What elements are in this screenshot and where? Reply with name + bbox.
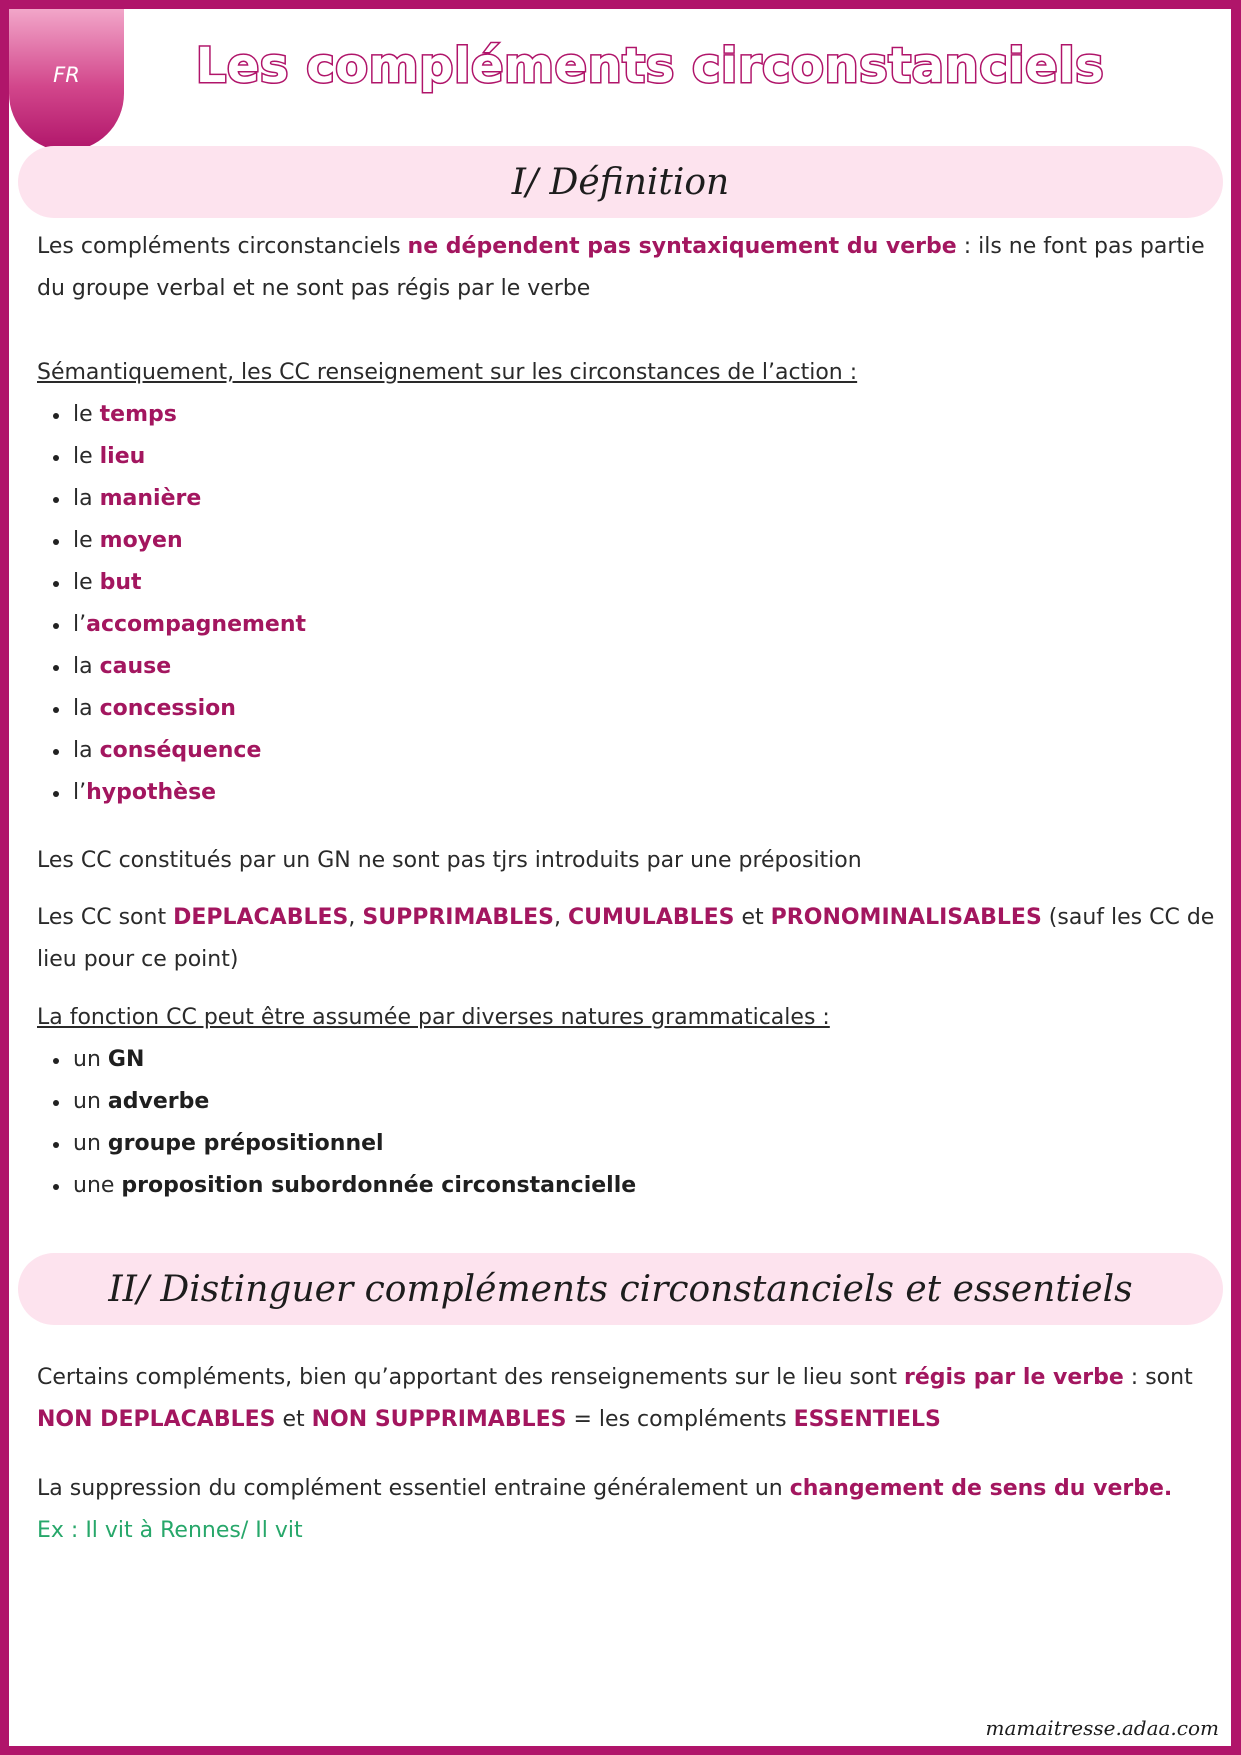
text-span: : ils ne font pas partie du groupe verbal et ne sont pas régis par le verbe — [37, 234, 1205, 301]
highlight-text: régis par le verbe — [903, 1365, 1124, 1390]
footer-website: mamaitresse.adaa.com — [985, 1716, 1219, 1740]
list-item — [73, 1081, 1227, 1123]
list-item-prefix: l’ — [73, 780, 87, 805]
list-item-term: accompagnement — [86, 612, 307, 637]
text-span: (sauf les CC de lieu pour ce point) — [37, 905, 1215, 972]
function-list-block — [37, 1039, 1227, 1207]
list-item-term: hypothèse — [86, 780, 217, 805]
text-span: Certains compléments, bien qu’apportant des renseignements sur le lieu sont — [37, 1365, 904, 1390]
list-item-prefix: un — [73, 1047, 108, 1072]
text-span: , — [554, 905, 569, 930]
section-heading-distinguish: II/ Distinguer compléments circonstanciels et essentiels — [18, 1253, 1223, 1325]
text-span: La suppression du complément essentiel entraine généralement un — [37, 1476, 790, 1501]
list-item-prefix: un — [73, 1089, 108, 1114]
list-item — [73, 646, 1227, 688]
list-item-term: proposition subordonnée circonstancielle — [121, 1173, 637, 1198]
properties-paragraph — [37, 897, 1227, 981]
list-item-prefix: le — [73, 570, 100, 595]
keyword: ESSENTIELS — [793, 1407, 941, 1432]
text-span: , — [348, 905, 363, 930]
text-span: Les CC sont — [37, 905, 174, 930]
list-item-term: but — [99, 570, 142, 595]
list-item-prefix: la — [73, 738, 100, 763]
subject-tag-label: FR — [53, 63, 80, 87]
essential-paragraph — [37, 1357, 1227, 1441]
definition-paragraph — [37, 226, 1227, 310]
list-item-term: groupe prépositionnel — [107, 1131, 384, 1156]
keyword: PRONOMINALISABLES — [770, 905, 1042, 930]
list-item — [73, 520, 1227, 562]
keyword: SUPPRIMABLES — [362, 905, 555, 930]
subject-tag — [9, 9, 124, 151]
list-item-prefix: le — [73, 528, 100, 553]
keyword: NON SUPPRIMABLES — [311, 1407, 567, 1432]
list-item — [73, 1039, 1227, 1081]
list-item — [73, 394, 1227, 436]
semantic-heading: Sémantiquement, les CC renseignement sur les circonstances de l’action : — [37, 360, 858, 385]
text-span: Les compléments circonstanciels — [37, 234, 408, 259]
list-item — [73, 562, 1227, 604]
keyword: CUMULABLES — [568, 905, 735, 930]
list-item — [73, 436, 1227, 478]
list-item — [73, 688, 1227, 730]
list-item-prefix: l’ — [73, 612, 87, 637]
section-heading-definition: I/ Définition — [18, 146, 1223, 218]
list-item-prefix: une — [73, 1173, 122, 1198]
list-item-prefix: le — [73, 402, 100, 427]
page-title: Les compléments circonstanciels — [195, 38, 1105, 94]
list-item-term: GN — [107, 1047, 145, 1072]
list-item-term: adverbe — [107, 1089, 210, 1114]
text-span: : sont — [1123, 1365, 1193, 1390]
list-item-prefix: la — [73, 696, 100, 721]
list-item — [73, 1123, 1227, 1165]
list-item-term: manière — [99, 486, 202, 511]
list-item-term: moyen — [99, 528, 183, 553]
list-item-prefix: un — [73, 1131, 108, 1156]
text-span: = les compléments — [566, 1407, 794, 1432]
suppression-paragraph — [37, 1468, 1227, 1510]
list-item-term: concession — [99, 696, 236, 721]
highlight-text: changement de sens du verbe. — [789, 1476, 1173, 1501]
list-item-term: conséquence — [99, 738, 262, 763]
semantic-list-block — [37, 394, 1227, 814]
list-item-term: lieu — [99, 444, 146, 469]
list-item-term: cause — [99, 654, 172, 679]
list-item — [73, 478, 1227, 520]
list-item-prefix: la — [73, 654, 100, 679]
keyword: DEPLACABLES — [173, 905, 349, 930]
list-item-term: temps — [99, 402, 177, 427]
text-span: et — [734, 905, 771, 930]
list-item — [73, 772, 1227, 814]
function-list — [37, 1039, 1227, 1207]
list-item-prefix: la — [73, 486, 100, 511]
list-item-prefix: le — [73, 444, 100, 469]
highlight-text: ne dépendent pas syntaxiquement du verbe — [407, 234, 957, 259]
list-item — [73, 1165, 1227, 1207]
function-heading: La fonction CC peut être assumée par diverses natures grammaticales : — [37, 1005, 830, 1030]
gn-paragraph: Les CC constitués par un GN ne sont pas tjrs introduits par une préposition — [37, 848, 862, 873]
text-span: et — [275, 1407, 312, 1432]
list-item — [73, 730, 1227, 772]
semantic-list — [37, 394, 1227, 814]
keyword: NON DEPLACABLES — [37, 1407, 276, 1432]
list-item — [73, 604, 1227, 646]
example-text: Ex : Il vit à Rennes/ Il vit — [37, 1518, 303, 1543]
